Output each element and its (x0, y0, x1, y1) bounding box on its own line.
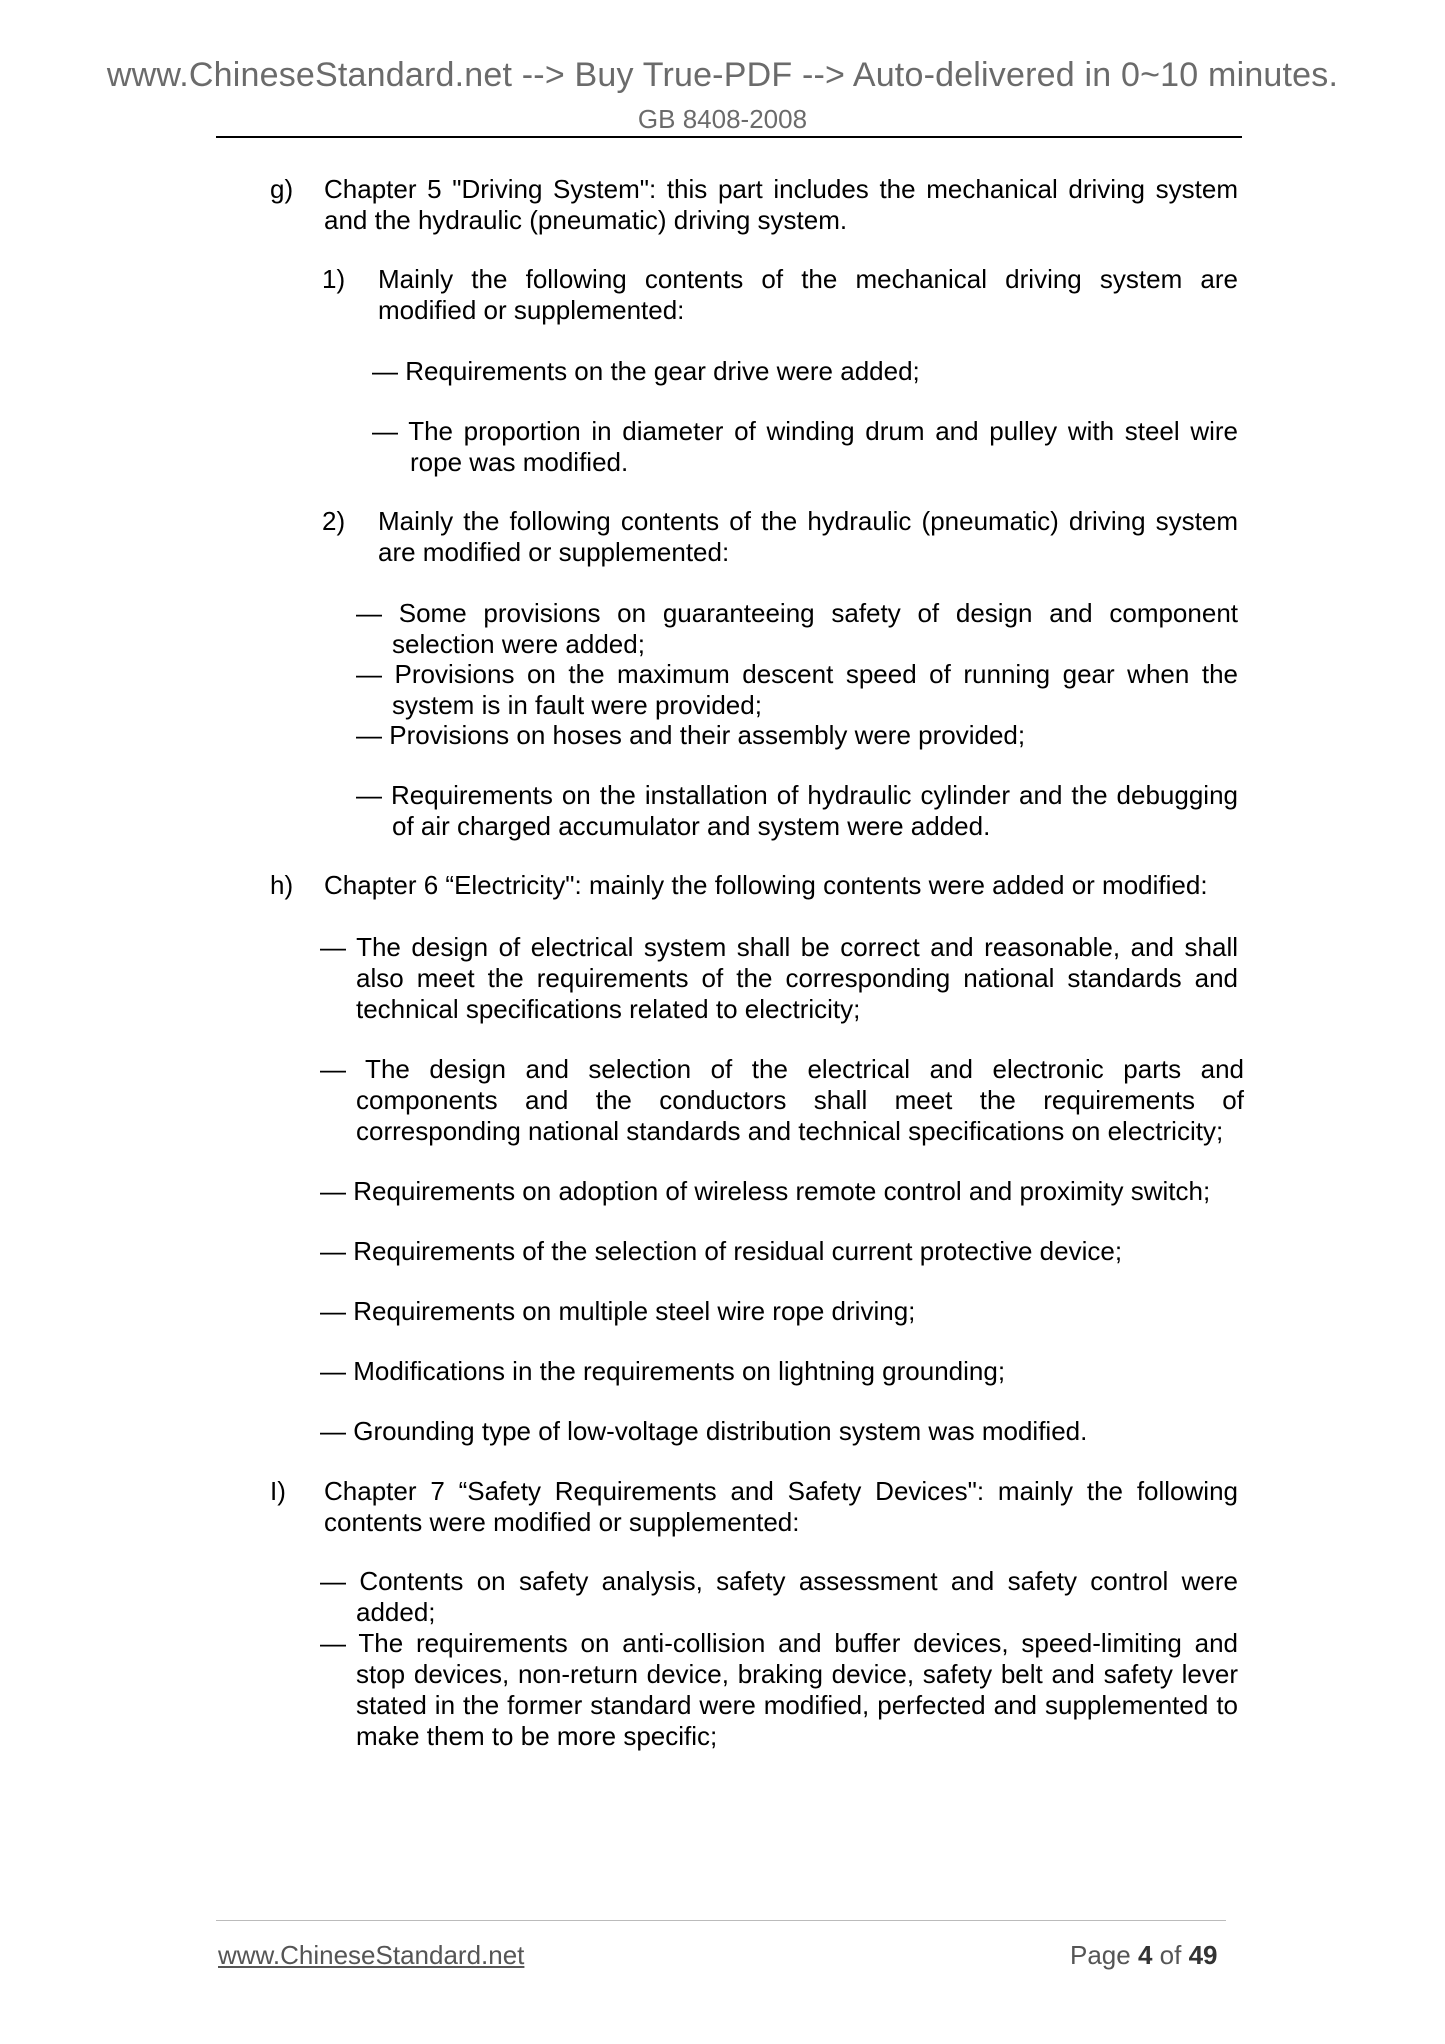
page-of: of (1159, 1940, 1182, 1970)
item-g2-b: — Provisions on the maximum descent speed of running gear when the system is in fault were provided; (356, 659, 1238, 720)
item-h-e: — Requirements on multiple steel wire rope driving; (320, 1296, 916, 1326)
page-prefix: Page (1070, 1940, 1131, 1970)
item-g1-label: 1) (322, 264, 346, 294)
item-g-text: Chapter 5 "Driving System": this part includes the mechanical driving system and the hydraulic (pneumatic) driving system. (324, 174, 1238, 235)
item-h (270, 870, 1238, 901)
page-total: 49 (1188, 1940, 1218, 1970)
standard-number: GB 8408-2008 (637, 104, 808, 134)
item-g2-text: Mainly the following contents of the hydraulic (pneumatic) driving system are modified or supplemented: (378, 506, 1238, 567)
item-h-a: — The design of electrical system shall be correct and reasonable, and shall also meet the requirements of the corresponding national standards and technical specifications related to electricity; (320, 932, 1238, 1024)
item-g-label: g) (270, 174, 294, 204)
header-banner: www.ChineseStandard.net --> Buy True-PDF --> Auto-delivered in 0~10 minutes. (106, 56, 1339, 94)
item-g2-a: — Some provisions on guaranteeing safety of design and component selection were added; (356, 598, 1238, 659)
item-g2-c: — Provisions on hoses and their assembly were provided; (356, 720, 1026, 750)
item-h-text: Chapter 6 “Electricity": mainly the following contents were added or modified: (324, 870, 1208, 900)
item-g2 (322, 506, 1238, 568)
item-i (270, 1476, 1238, 1538)
item-g1-a: — Requirements on the gear drive were added; (372, 356, 920, 386)
footer-website-link[interactable]: www.ChineseStandard.net (218, 1940, 525, 1970)
item-i-b: — The requirements on anti-collision and buffer devices, speed-limiting and stop devices, non-return device, braking device, safety belt and safety lever stated in the former standard were modified, perfected and supplemented to make them to be more specific; (320, 1628, 1238, 1751)
item-g2-label: 2) (322, 506, 346, 536)
page-current: 4 (1137, 1940, 1153, 1970)
item-g (270, 174, 1238, 236)
item-g2-d: — Requirements on the installation of hydraulic cylinder and the debugging of air charged accumulator and system were added. (356, 780, 1238, 841)
page-indicator (1070, 1940, 1218, 1971)
item-i-label: I) (270, 1476, 286, 1506)
item-g1-b: — The proportion in diameter of winding drum and pulley with steel wire rope was modified. (372, 416, 1238, 477)
item-g1 (322, 264, 1238, 326)
item-i-text: Chapter 7 “Safety Requirements and Safety Devices": mainly the following contents were modified or supplemented: (324, 1476, 1238, 1537)
item-h-d: — Requirements of the selection of residual current protective device; (320, 1236, 1123, 1266)
item-h-c: — Requirements on adoption of wireless remote control and proximity switch; (320, 1176, 1211, 1206)
item-g1-text: Mainly the following contents of the mechanical driving system are modified or supplemented: (378, 264, 1238, 325)
item-h-f: — Modifications in the requirements on lightning grounding; (320, 1356, 1006, 1386)
header-divider (216, 136, 1242, 138)
footer-divider (216, 1920, 1226, 1921)
item-h-g: — Grounding type of low-voltage distribution system was modified. (320, 1416, 1088, 1446)
item-h-label: h) (270, 870, 294, 900)
item-h-b: — The design and selection of the electrical and electronic parts and components and the conductors shall meet the requirements of corresponding national standards and technical specifications on electricity; (320, 1054, 1244, 1146)
item-i-a: — Contents on safety analysis, safety assessment and safety control were added; (320, 1566, 1238, 1627)
